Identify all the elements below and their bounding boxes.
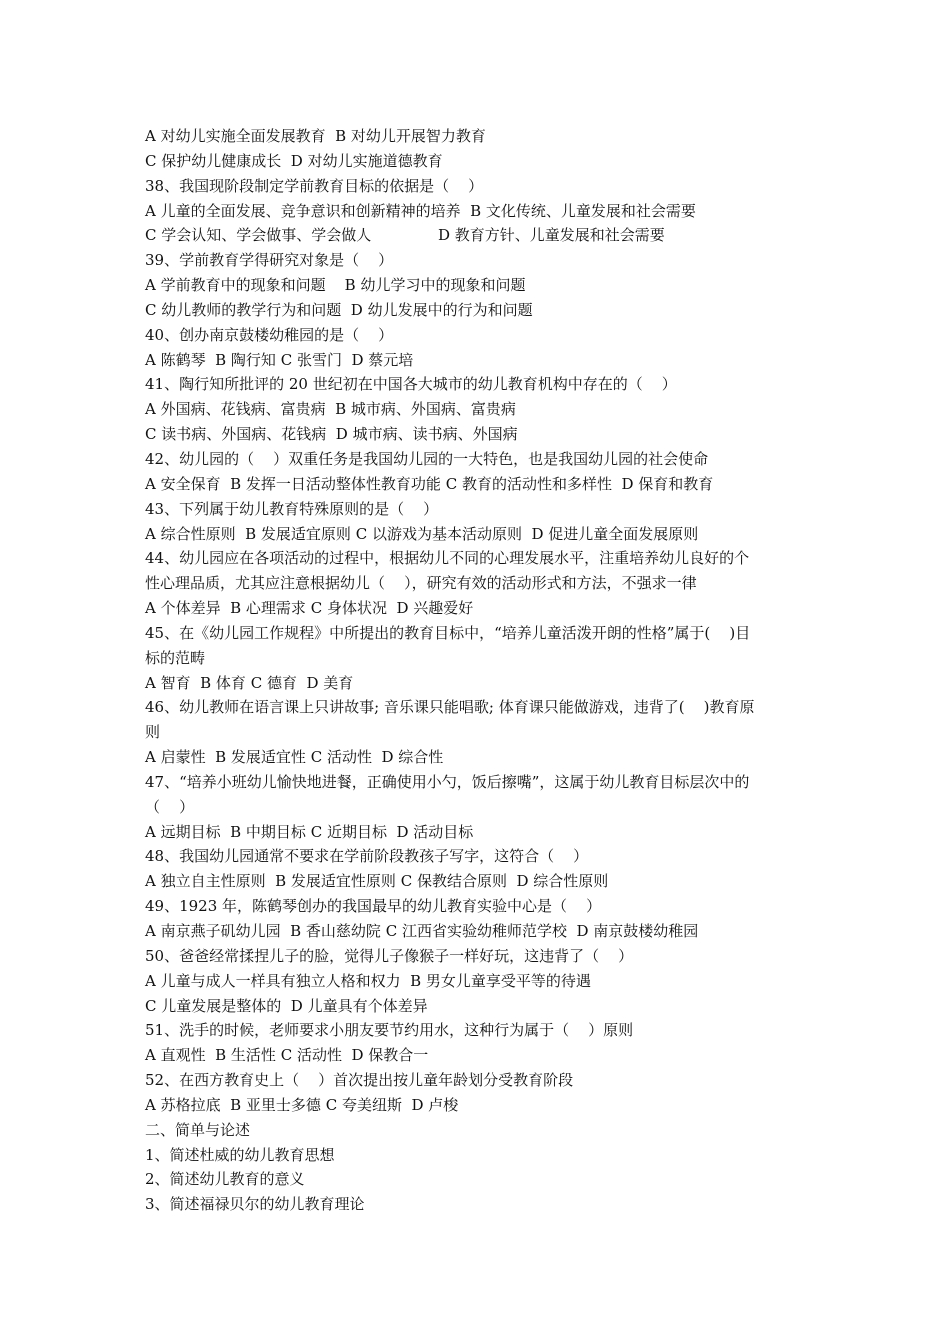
- text-line: 47、“培养小班幼儿愉快地进餐，正确使用小勺，饭后擦嘴”，这属于幼儿教育目标层次中的: [145, 772, 750, 791]
- text-line: 52、在西方教育史上（ ）首次提出按儿童年龄划分受教育阶段: [145, 1071, 574, 1090]
- text-line: 45、在《幼儿园工作规程》中所提出的教育目标中，“培养儿童活泼开朗的性格”属于( )目: [145, 623, 751, 642]
- text-line: A 独立自主性原则 B 发展适宜性原则 C 保教结合原则 D 综合性原则: [145, 872, 609, 891]
- text-line: A 个体差异 B 心理需求 C 身体状况 D 兴趣爱好: [145, 599, 474, 618]
- text-line: A 学前教育中的现象和问题 B 幼儿学习中的现象和问题: [145, 276, 526, 295]
- text-line: 50、爸爸经常揉捏儿子的脸，觉得儿子像猴子一样好玩，这违背了（ ）: [145, 946, 634, 965]
- text-line: A 远期目标 B 中期目标 C 近期目标 D 活动目标: [145, 822, 474, 841]
- text-line: 1、简述杜威的幼儿教育思想: [145, 1145, 335, 1164]
- text-line: 标的范畴: [145, 648, 206, 667]
- text-line: C 读书病、外国病、花钱病 D 城市病、读书病、外国病: [145, 425, 518, 444]
- text-line: 46、幼儿教师在语言课上只讲故事; 音乐课只能唱歌; 体育课只能做游戏，违背了( )教育原: [145, 698, 755, 717]
- text-line: 2、简述幼儿教育的意义: [145, 1170, 305, 1189]
- text-line: A 外国病、花钱病、富贵病 B 城市病、外国病、富贵病: [145, 400, 516, 419]
- text-line: 3、简述福禄贝尔的幼儿教育理论: [145, 1195, 365, 1214]
- text-line: C 儿童发展是整体的 D 儿童具有个体差异: [145, 996, 428, 1015]
- text-line: A 儿童的全面发展、竞争意识和创新精神的培养 B 文化传统、儿童发展和社会需要: [145, 201, 696, 220]
- text-line: 49、1923 年，陈鹤琴创办的我国最早的幼儿教育实验中心是（ ）: [145, 897, 602, 916]
- text-line: A 对幼儿实施全面发展教育 B 对幼儿开展智力教育: [145, 127, 486, 145]
- text-line: C 幼儿教师的教学行为和问题 D 幼儿发展中的行为和问题: [145, 300, 533, 319]
- text-line: A 综合性原则 B 发展适宜原则 C 以游戏为基本活动原则 D 促进儿童全面发展原则: [145, 524, 699, 543]
- text-line: A 陈鹤琴 B 陶行知 C 张雪门 D 蔡元培: [145, 350, 414, 369]
- text-line: 42、幼儿园的（ ）双重任务是我国幼儿园的一大特色，也是我国幼儿园的社会使命: [145, 449, 709, 468]
- text-line: 40、创办南京鼓楼幼稚园的是（ ）: [145, 325, 394, 344]
- text-line: A 儿童与成人一样具有独立人格和权力 B 男女儿童享受平等的待遇: [145, 971, 591, 990]
- text-line: 性心理品质，尤其应注意根据幼儿（ ），研究有效的活动形式和方法，不强求一律: [145, 574, 697, 593]
- text-line: 二、简单与论述: [145, 1120, 251, 1139]
- text-line: 44、幼儿园应在各项活动的过程中，根据幼儿不同的心理发展水平，注重培养幼儿良好的个: [145, 549, 750, 568]
- text-line: 38、我国现阶段制定学前教育目标的依据是（ ）: [145, 176, 484, 195]
- text-line: C 学会认知、学会做事、学会做人 D 教育方针、儿童发展和社会需要: [145, 226, 665, 245]
- document-page: [145, 124, 815, 1217]
- text-line: A 苏格拉底 B 亚里士多德 C 夸美纽斯 D 卢梭: [145, 1095, 459, 1114]
- text-line: 41、陶行知所批评的 20 世纪初在中国各大城市的幼儿教育机构中存在的（ ）: [145, 375, 677, 394]
- text-line: A 启蒙性 B 发展适宜性 C 活动性 D 综合性: [145, 748, 444, 767]
- text-line: A 南京燕子矶幼儿园 B 香山慈幼院 C 江西省实验幼稚师范学校 D 南京鼓楼幼稚园: [145, 922, 699, 940]
- text-line: 48、我国幼儿园通常不要求在学前阶段教孩子写字，这符合（ ）: [145, 847, 589, 866]
- text-line: C 保护幼儿健康成长 D 对幼儿实施道德教育: [145, 151, 443, 170]
- text-line: 39、学前教育学得研究对象是（ ）: [145, 251, 394, 270]
- text-line: 51、洗手的时候，老师要求小朋友要节约用水，这种行为属于（ ）原则: [145, 1021, 634, 1040]
- text-line: 43、下列属于幼儿教育特殊原则的是（ ）: [145, 499, 439, 518]
- text-line: （ ）: [145, 797, 195, 816]
- text-line: A 直观性 B 生活性 C 活动性 D 保教合一: [145, 1046, 429, 1065]
- text-line: A 安全保育 B 发挥一日活动整体性教育功能 C 教育的活动性和多样性 D 保育和教育: [145, 474, 714, 493]
- text-line: A 智育 B 体育 C 德育 D 美育: [145, 673, 354, 692]
- text-line: 则: [145, 723, 161, 742]
